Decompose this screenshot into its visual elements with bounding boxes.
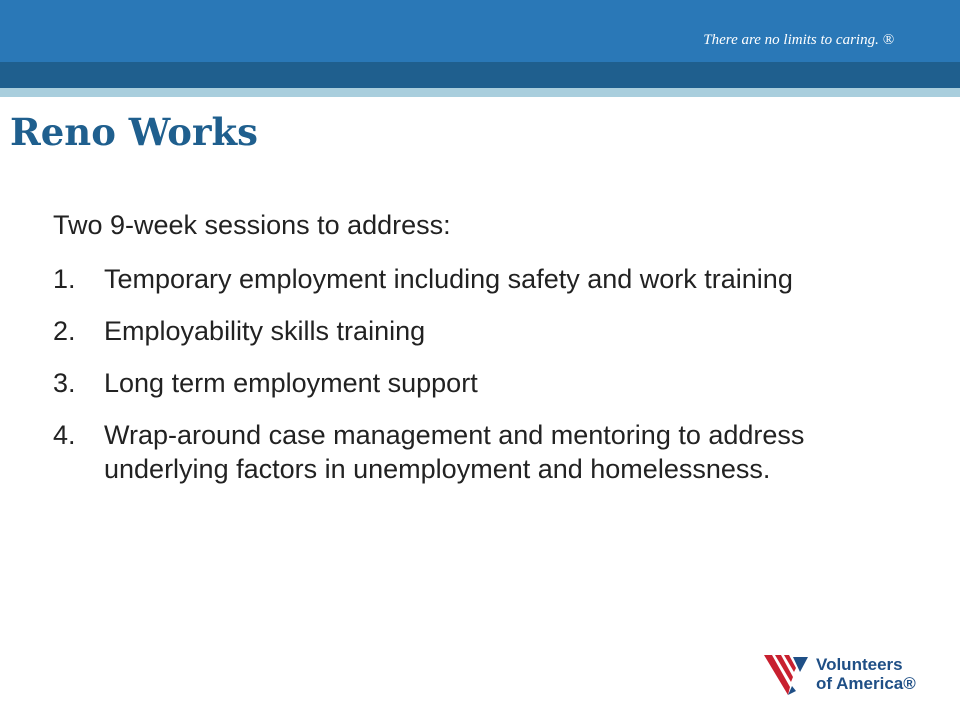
list-item-number: 1.	[53, 264, 76, 294]
list-item-number: 3.	[53, 368, 76, 398]
volunteers-of-america-logo	[762, 650, 927, 698]
list-item-number: 4.	[53, 420, 76, 450]
list-item-text: Temporary employment including safety and work training	[104, 264, 793, 294]
header-stripe-dark	[0, 62, 960, 88]
list-item	[53, 366, 913, 400]
list-item	[53, 314, 913, 348]
header-tagline: There are no limits to caring. ®	[703, 32, 894, 48]
list-item-number: 2.	[53, 316, 76, 346]
header-band	[0, 0, 960, 62]
slide-title: Reno Works	[10, 110, 258, 154]
list-item	[53, 262, 913, 296]
slide-intro: Two 9-week sessions to address:	[53, 210, 451, 240]
header-stripe-light	[0, 88, 960, 97]
flag-heart-icon	[762, 651, 810, 697]
list-item-text: Long term employment support	[104, 368, 478, 398]
list-item-text: Wrap-around case management and mentoring to address underlying factors in unemployment and homelessness.	[104, 420, 805, 484]
list-item	[53, 418, 913, 486]
logo-wordmark: Volunteers of America®	[816, 655, 916, 693]
list-item-text: Employability skills training	[104, 316, 426, 346]
sessions-list	[53, 262, 913, 504]
